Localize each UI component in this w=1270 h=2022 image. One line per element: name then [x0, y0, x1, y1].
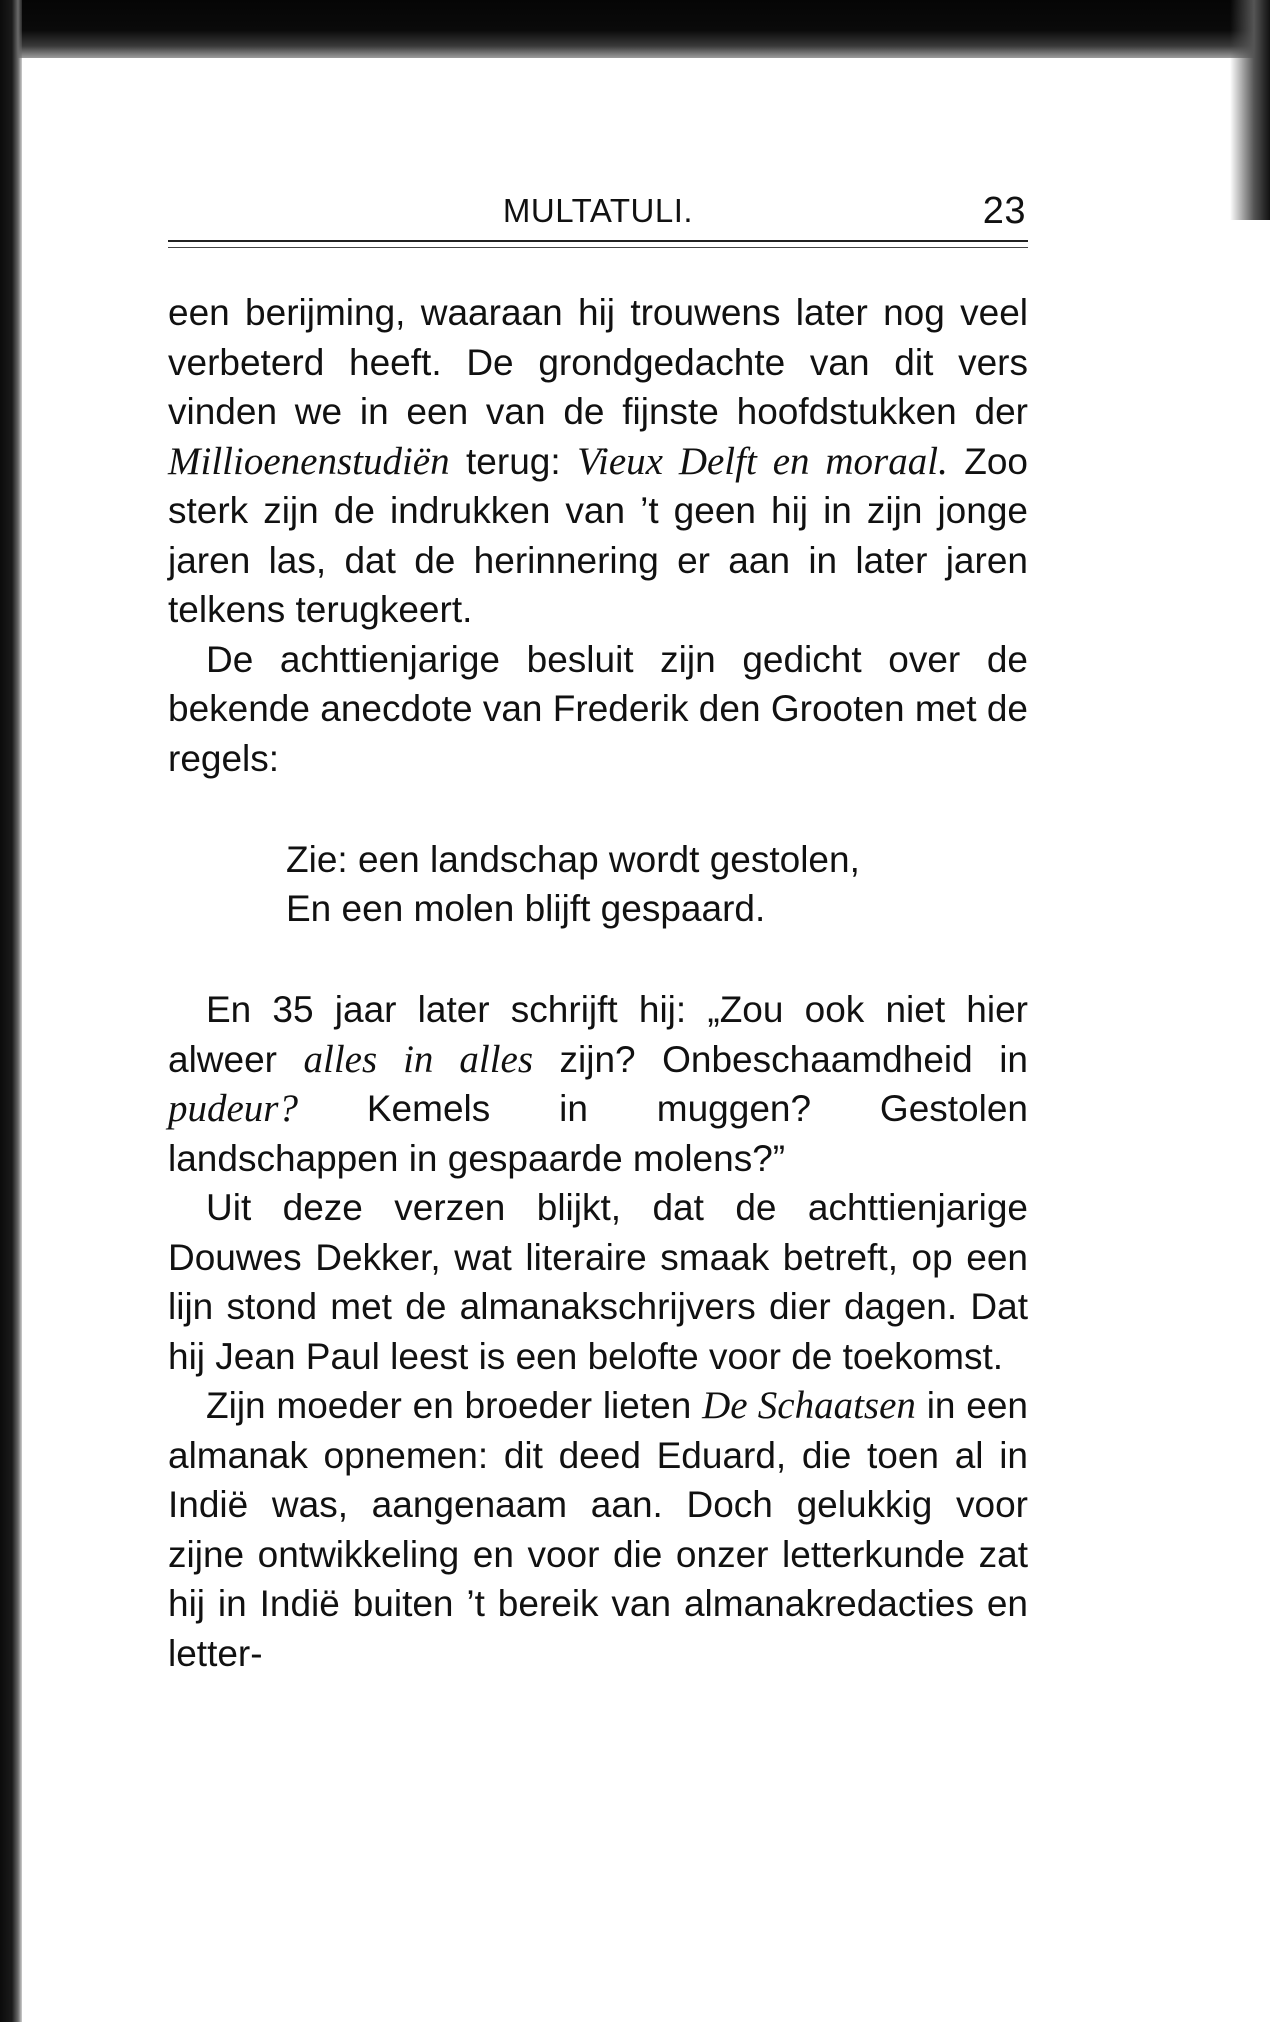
paragraph [168, 1381, 1028, 1678]
scan-border-left [0, 0, 22, 2022]
text-span: En 35 jaar later schrijft hij: „Zou ook niet hier alweer [168, 989, 1028, 1080]
italic-text: alles in alles [303, 1037, 534, 1081]
paragraph [168, 635, 1028, 784]
italic-text: De Schaatsen [702, 1384, 916, 1427]
book-page [168, 180, 1028, 1678]
header-rule [168, 240, 1028, 242]
italic-text: pudeur? [168, 1087, 298, 1130]
page-number: 23 [982, 190, 1026, 232]
scan-border-top [0, 0, 1270, 58]
body-text [168, 288, 1028, 1678]
text-span: Kemels in muggen? Gestolen landschappen in gespaarde molens?” [168, 1088, 1028, 1179]
verse-line: Zie: een landschap wordt gestolen, [286, 839, 860, 880]
verse-block [286, 835, 1028, 933]
running-head [168, 180, 1028, 236]
text-span: zijn? Onbeschaamdheid in [533, 1038, 1028, 1080]
scan-border-right [1226, 0, 1270, 220]
text-span: een berijming, waaraan hij trouwens later nog veel verbeterd heeft. De grondgedachte van dit vers vinden we in een van de fijnste hoofdstukken der [168, 292, 1028, 432]
text-span: De achttienjarige besluit zijn gedicht over de bekende anecdote van Frederik den Grooten met de regels: [168, 638, 1028, 779]
paragraph [168, 985, 1028, 1183]
text-span: Zoo sterk zijn de indrukken van ’t geen hij in zijn jonge jaren las, dat de herinnering er aan in later jaren telkens terugkeert. [168, 440, 1028, 630]
verse-line: En een molen blijft gespaard. [286, 888, 766, 929]
paragraph [168, 288, 1028, 635]
italic-text: Millioenenstudiën [168, 439, 450, 483]
text-span: Zijn moeder en broeder lieten [206, 1385, 703, 1426]
text-span: Uit deze verzen blijkt, dat de achttienjarige Douwes Dekker, wat literaire smaak betreft, op een lijn stond met de almanakschrijvers dier dagen. Dat hij Jean Paul leest is een belofte voor de toekomst. [168, 1187, 1028, 1377]
text-span: in een almanak opnemen: dit deed Eduard, die toen al in Indië was, aangenaam aan. Doch gelukkig voor zijne ontwikkeling en voor die onzer letterkunde zat hij in Indië buiten ’t bereik van almanakredacties en letter- [168, 1385, 1028, 1674]
text-span: terug: [449, 440, 578, 482]
paragraph [168, 1183, 1028, 1381]
running-title: MULTATULI. [502, 192, 694, 229]
italic-text: Vieux Delft en moraal. [577, 439, 948, 483]
header-rule-thin [168, 247, 1028, 248]
